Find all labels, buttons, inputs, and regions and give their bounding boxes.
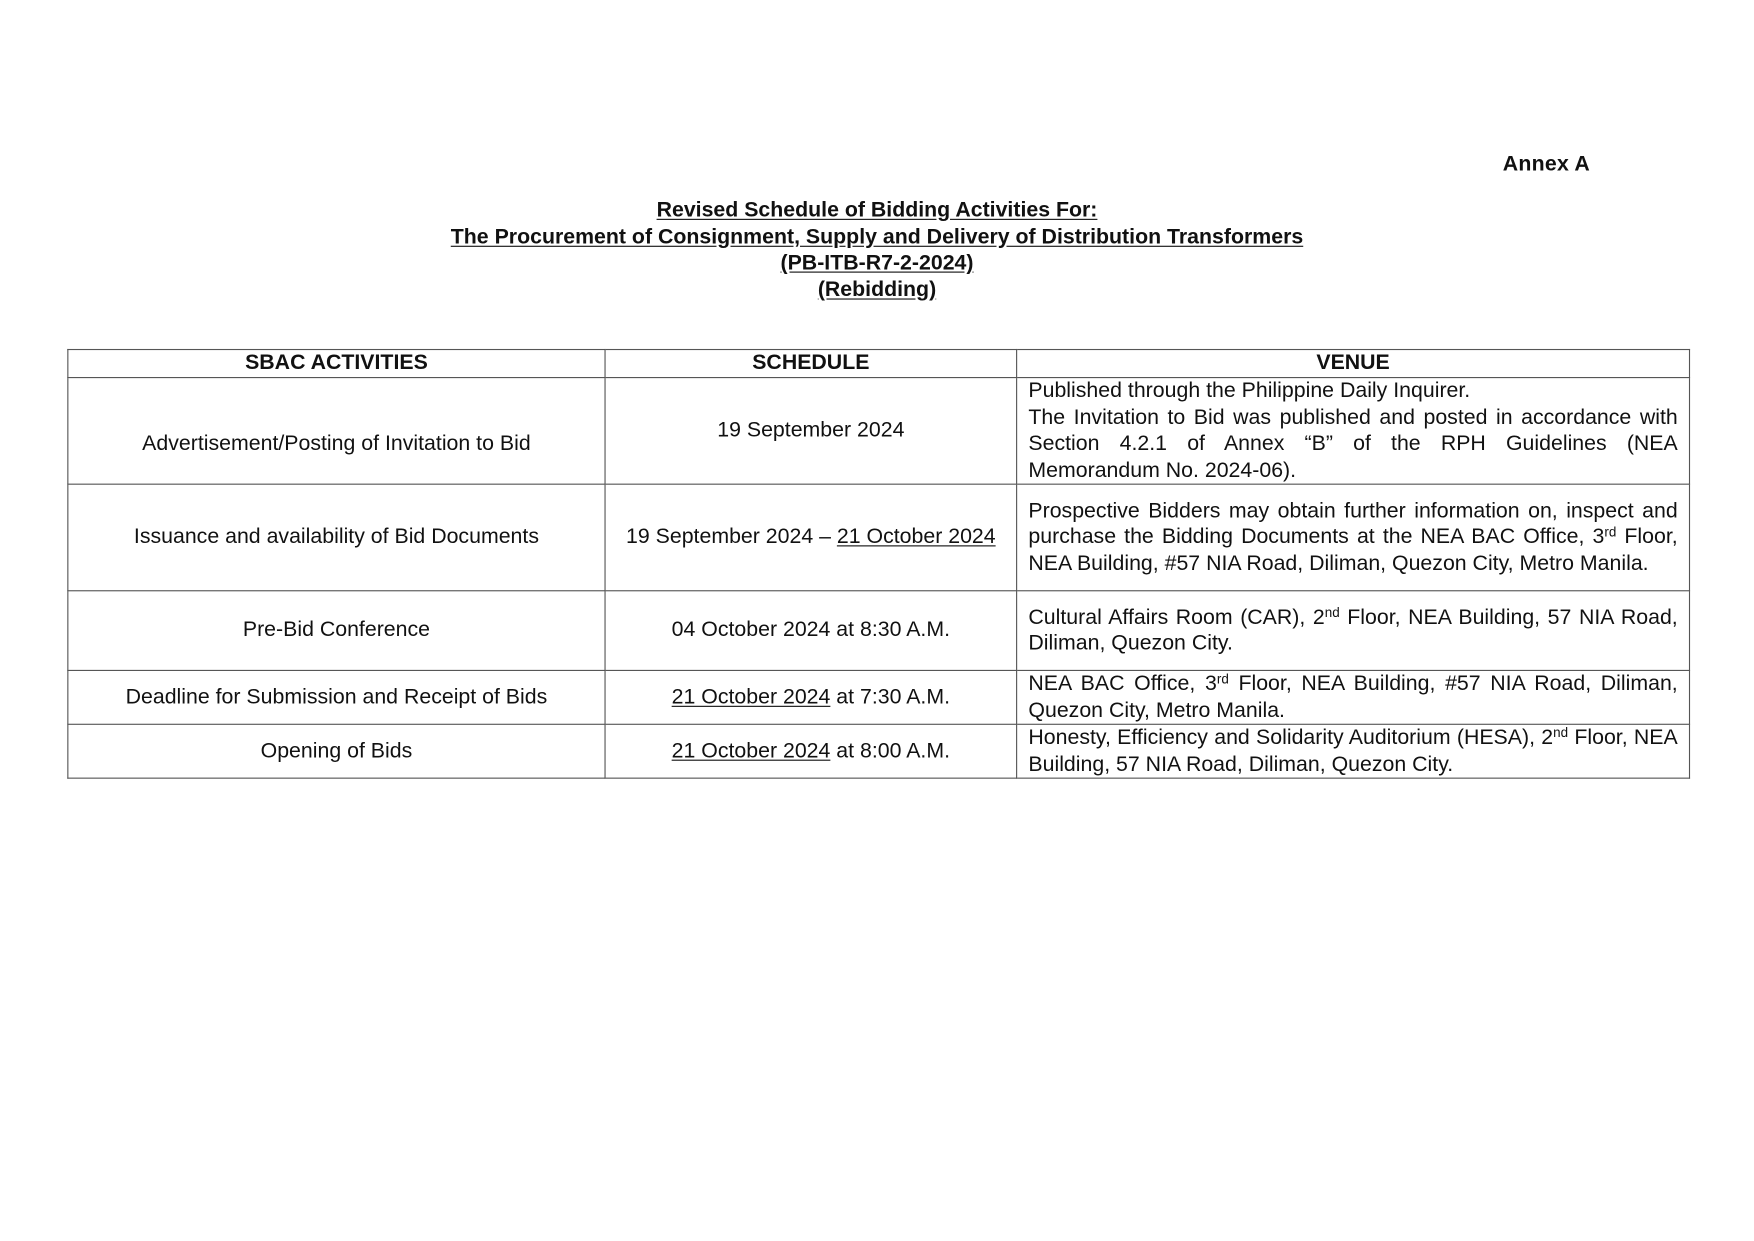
- schedule-end-date: 21 October 2024: [836, 525, 996, 549]
- venue-text: The Invitation to Bid was published and posted in accordance with Section 4.2.1 of Annex “B” of the RPH Guidelines (NEA Memorandum No. 2024-06).: [1028, 405, 1678, 482]
- schedule-cell: [605, 484, 1017, 591]
- header-activities: SBAC ACTIVITIES: [68, 350, 605, 378]
- venue-text: NEA BAC Office, 3: [1028, 672, 1217, 696]
- schedule-time: at 7:30 A.M.: [830, 685, 951, 709]
- header-schedule: SCHEDULE: [605, 350, 1017, 378]
- table-header-row: [68, 350, 1690, 378]
- schedule-time: at 8:00 A.M.: [830, 739, 951, 763]
- heading-line-4: (Rebidding): [817, 277, 937, 302]
- venue-text: Floor, NEA Building, #57 NIA Road, Diliman, Quezon City, Metro Manila.: [1028, 525, 1678, 576]
- activity-cell: Deadline for Submission and Receipt of Bids: [68, 670, 605, 724]
- schedule-date: 21 October 2024: [671, 685, 831, 709]
- activity-cell: Opening of Bids: [68, 724, 605, 778]
- venue-cell: [1017, 378, 1690, 485]
- activity-cell: Pre-Bid Conference: [68, 591, 605, 671]
- schedule-date: 21 October 2024: [671, 739, 831, 763]
- schedule-cell: 19 September 2024: [605, 378, 1017, 485]
- table-row: [68, 724, 1690, 778]
- venue-text: Honesty, Efficiency and Solidarity Auditorium (HESA), 2: [1028, 725, 1554, 750]
- activity-cell: Advertisement/Posting of Invitation to Bid: [68, 378, 605, 485]
- ordinal-suffix: rd: [1604, 524, 1617, 540]
- table-row: [68, 591, 1690, 671]
- table-row: [68, 484, 1690, 591]
- ordinal-suffix: nd: [1324, 604, 1340, 620]
- schedule-cell: 04 October 2024 at 8:30 A.M.: [605, 591, 1017, 671]
- annex-label: Annex A: [1502, 152, 1590, 177]
- schedule-cell: [605, 724, 1017, 778]
- venue-text: Cultural Affairs Room (CAR), 2: [1028, 605, 1325, 629]
- activity-cell: Issuance and availability of Bid Documents: [68, 484, 605, 591]
- venue-cell: [1017, 670, 1690, 724]
- ordinal-suffix: nd: [1553, 724, 1569, 741]
- schedule-cell: [605, 670, 1017, 724]
- ordinal-suffix: rd: [1216, 670, 1229, 687]
- venue-cell: [1017, 591, 1690, 671]
- schedule-table: [67, 349, 1690, 779]
- heading-line-1: Revised Schedule of Bidding Activities For:: [656, 198, 1098, 223]
- table-row: [68, 378, 1690, 485]
- venue-cell: [1017, 724, 1690, 778]
- document-heading: [0, 197, 1754, 302]
- venue-cell: [1017, 484, 1690, 591]
- heading-line-3: (PB-ITB-R7-2-2024): [780, 251, 974, 275]
- venue-text: Floor, NEA Building, #57 NIA Road, Diliman, Quezon City, Metro Manila.: [1028, 672, 1678, 723]
- header-venue: VENUE: [1017, 350, 1690, 378]
- venue-text: Floor, NEA Building, 57 NIA Road, Diliman, Quezon City.: [1028, 605, 1678, 656]
- venue-text: Prospective Bidders may obtain further information on, inspect and purchase the Bidding Documents at the NEA BAC Office, 3: [1028, 499, 1678, 549]
- table-row: [68, 670, 1690, 724]
- venue-text: Floor, NEA Building, 57 NIA Road, Diliman, Quezon City.: [1028, 725, 1678, 776]
- schedule-start: 19 September 2024 –: [626, 525, 837, 549]
- venue-text: Published through the Philippine Daily Inquirer.: [1028, 379, 1471, 403]
- heading-line-2: The Procurement of Consignment, Supply and Delivery of Distribution Transformers: [450, 224, 1304, 249]
